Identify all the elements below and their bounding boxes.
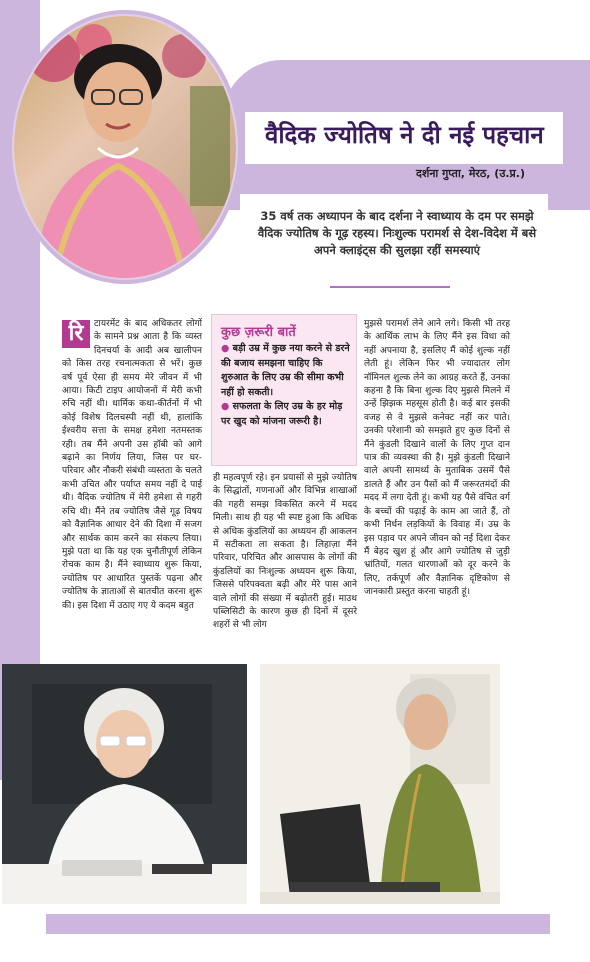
article-title: वैदिक ज्योतिष ने दी नई पहचान [265, 121, 544, 149]
bullet-icon: ● [221, 401, 230, 412]
photo-woman-with-tablet [2, 664, 247, 904]
body-column-3: मुझसे परामर्श लेने आने लगे। किसी भी तरह के आर्थिक लाभ के लिए मैंने इस विधा को नहीं अपनाया है, इसलिए मैं कोई शुल्क नहीं लेती हूं। लेकिन फिर भी ज्यादातर लोग नॉमिनल शुल्क लेने का आग्रह करते हैं, उनका कहना है कि बिना शुल्क दिए मुझसे मिलने में उन्हें झिझक महसूस होती है। कई बार इसकी वजह से वे मुझसे कनेक्ट नहीं कर पाते। उनकी परेशानी को समझते हुए कुछ दिनों से मैंने कुंडली दिखाने वालों के लिए गुप्त दान पात्र की व्यवस्था की है। मुझे कुंडली दिखाने वाले अपनी सामर्थ्य के मुताबिक उसमें पैसे डालते हैं और उन पैसों को मैं जरूरतमंदों की मदद में लगा देती हूं। कभी यह पैसे वंचित वर्ग के बच्चों की पढ़ाई के काम आ जाते हैं, तो कभी निर्धन लड़कियों के विवाह में। उम्र के इस पड़ाव पर अपने जीवन को नई दिशा देकर मैं बेहद खुश हूं और आगे ज्योतिष से जुड़ी भ्रांतियों, गलत धारणाओं को दूर करने के लिए, तर्कपूर्ण और वैज्ञानिक दृष्टिकोण से जानकारी प्रस्तुत करना चाहती हूं। [364, 319, 510, 598]
lead-divider [330, 286, 450, 288]
tips-title: कुछ ज़रूरी बातें [221, 325, 296, 340]
tip-item [221, 342, 351, 400]
woman-portrait-illustration [14, 16, 236, 278]
drop-cap: रि [62, 320, 90, 348]
author-portrait [12, 14, 238, 280]
tips-list [221, 342, 351, 429]
woman-laptop-illustration [260, 664, 500, 904]
article-lead: 35 वर्ष तक अध्यापन के बाद दर्शना ने स्वाध्याय के दम पर समझे वैदिक ज्योतिष के गूढ़ रहस्य। निःशुल्क परामर्श से देश-विदेश में बसे अपने क्लाइंट्स की सुलझा रहीं समस्याएं [257, 209, 537, 257]
tip-item [221, 400, 351, 429]
body-column-2: ही महत्वपूर्ण रहे। इन प्रयासों से मुझे ज्योतिष के सिद्धांतों, गणनाओं और विभिन्न शाखाओं की गहरी समझ विकसित करने में मदद मिली। साथ ही यह भी स्पष्ट हुआ कि अधिक से अधिक कुंडलियों का अध्ययन ही आकलन में सटीकता ला सकता है। लिहाज़ा मैंने परिवार, परिचित और आसपास के लोगों की कुंडलियों का निःशुल्क अध्ययन शुरू किया, जिससे परिपक्वता बढ़ी और मेरे पास आने वाले लोगों की संख्या में बढ़ोतरी हुई। माउथ पब्लिसिटी के कारण कुछ ही दिनों में दूसरे शहरों से भी लोग [213, 473, 357, 631]
bottom-lavender-strip [46, 914, 550, 934]
woman-tablet-illustration [2, 664, 247, 904]
article-byline: दर्शना गुप्ता, मेरठ, (उ.प्र.) [416, 167, 525, 180]
tip-text: सफलता के लिए उम्र के हर मोड़ पर खुद को मांजना जरूरी है। [221, 401, 343, 427]
tip-text: बड़ी उम्र में कुछ नया करने से डरने की बजाय समझना चाहिए कि शुरुआत के लिए उम्र की सीमा कभी नहीं हो सकती। [221, 343, 350, 398]
bullet-icon: ● [221, 343, 230, 354]
photo-woman-with-laptop [260, 664, 500, 904]
column-1-text: टायरमेंट के बाद अधिकतर लोगों के सामने प्रश्न आता है कि व्यस्त दिनचर्या के आदी अब खालीपन को किस तरह रचनात्मकता से भरें। कुछ वर्ष पूर्व ऐसा ही समय मेरे जीवन में भी आया। किटी टाइप आयोजनों में मेरी कभी रुचि नहीं थी। धार्मिक कथा-कीर्तनों में भी कोई विशेष दिलचस्पी नहीं थी, हालांकि ईश्वरीय सत्ता के समक्ष हमेशा नतमस्तक रही। तब मैंने अपनी उस हॉबी को आगे बढ़ाने का निर्णय लिया, जिस पर घर-परिवार और नौकरी संबंधी व्यस्तता के चलते कभी उचित और पर्याप्त समय नहीं दे पाई थी। वैदिक ज्योतिष में मेरी हमेशा से गहरी रुचि थी। मैंने तब ज्योतिष जैसे गूढ़ विषय को वैज्ञानिक आधार देने की दिशा में सजग और सार्थक काम करने का संकल्प लिया। मुझे पता था कि यह एक चुनौतीपूर्ण लेकिन रोचक काम है। मैंने स्वाध्याय शुरू किया, ज्योतिष पर आधारित पुस्तकें पढ़ना और ज्योतिष के ज्ञाताओं से बातचीत करना शुरू की। इस दिशा में उठाए गए ये कदम बहुत [62, 319, 202, 611]
body-column-1 [62, 318, 202, 613]
